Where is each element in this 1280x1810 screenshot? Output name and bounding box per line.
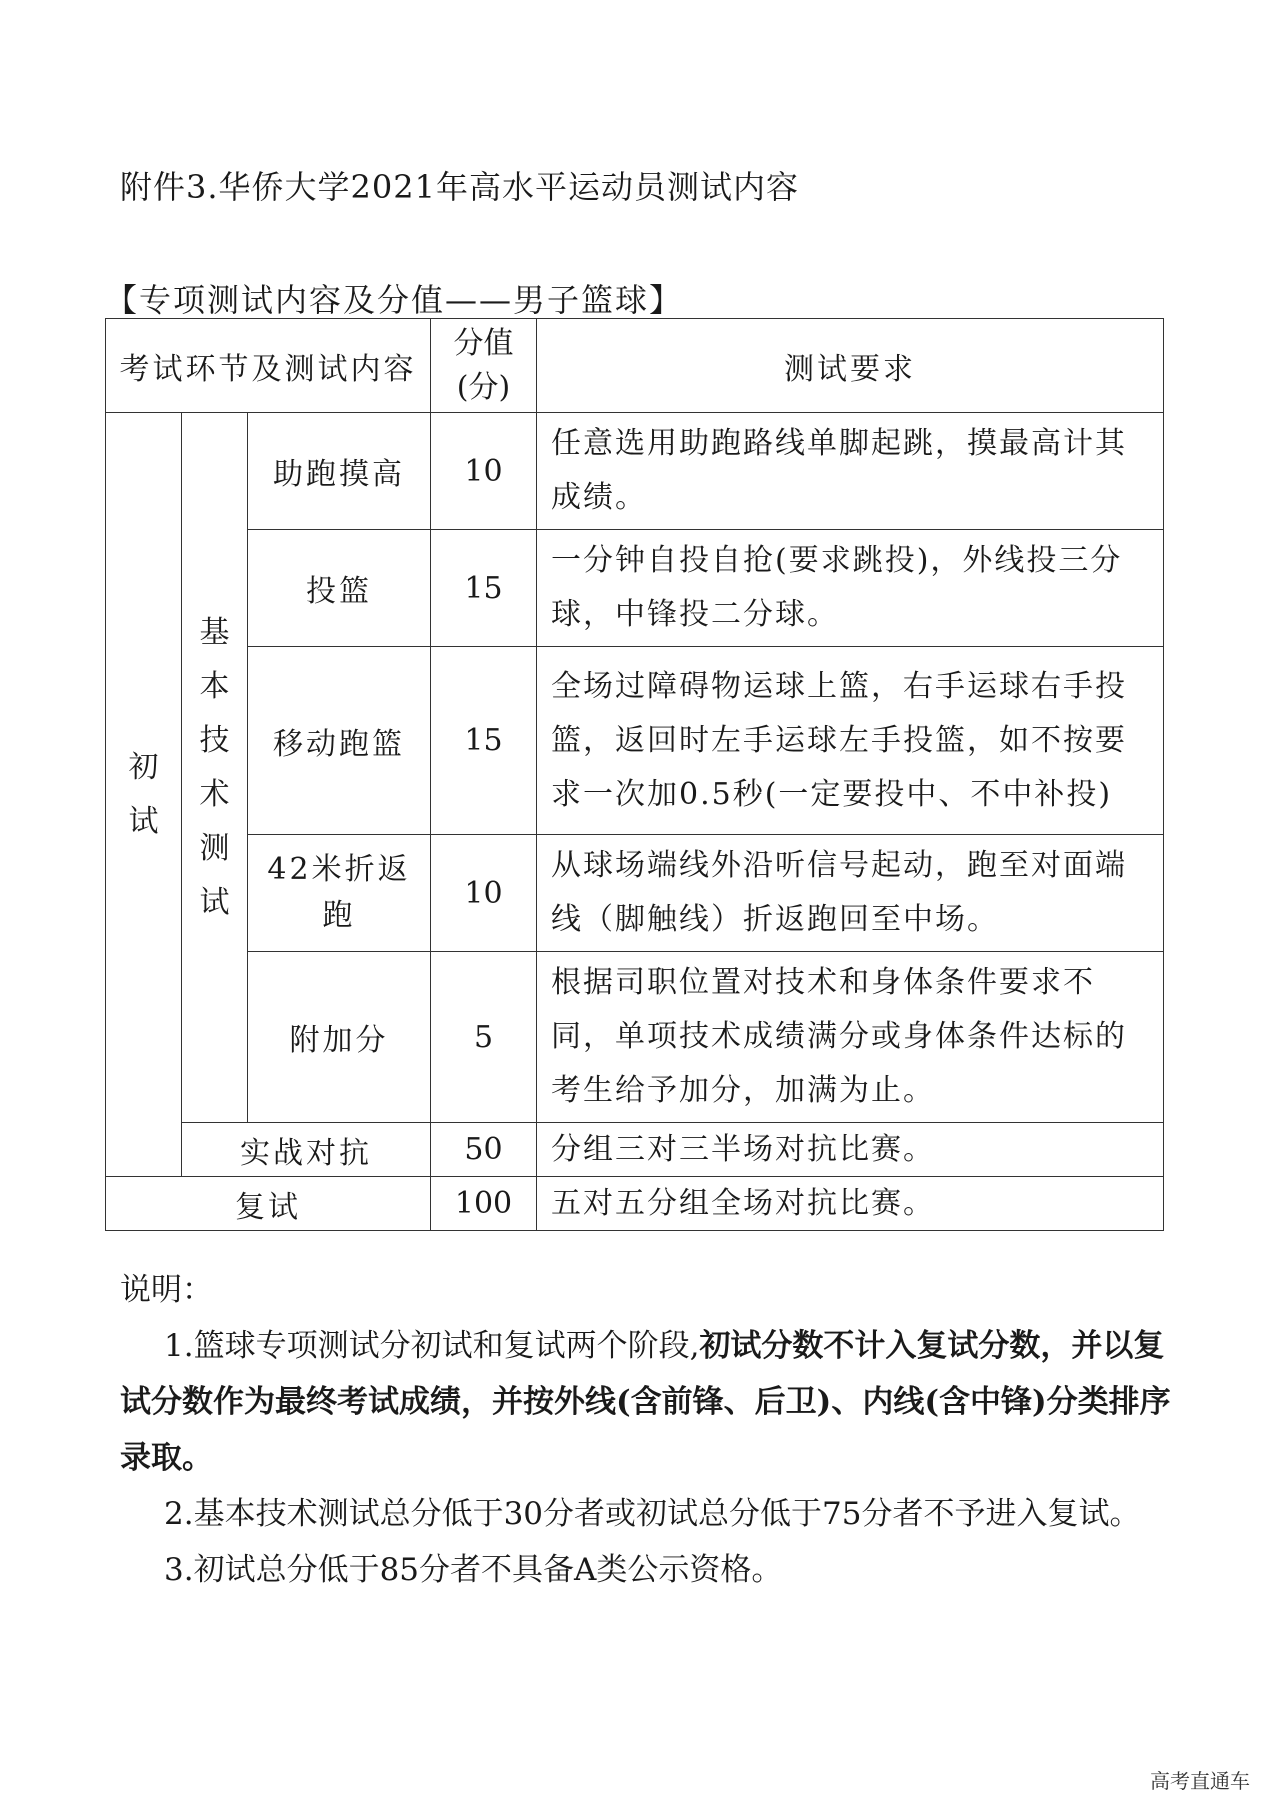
- row-item: 42米折返跑: [248, 835, 431, 952]
- header-requirement: 测试要求: [537, 319, 1164, 413]
- row-requirement: 全场过障碍物运球上篮，右手运球右手投篮，返回时左手运球左手投篮，如不按要求一次加0.5秒(一定要投中、不中补投): [537, 647, 1164, 835]
- note-2: 2.基本技术测试总分低于30分者或初试总分低于75分者不予进入复试。: [164, 1496, 1141, 1532]
- group-basic-cell: [182, 413, 248, 1123]
- stage-preliminary: 初试: [128, 749, 159, 839]
- row-score: 10: [431, 835, 537, 952]
- table-subtitle: 【专项测试内容及分值——男子篮球】: [105, 281, 684, 319]
- row-requirement: 一分钟自投自抢(要求跳投)，外线投三分球，中锋投二分球。: [537, 530, 1164, 647]
- row-requirement: 从球场端线外沿听信号起动，跑至对面端线（脚触线）折返跑回至中场。: [537, 835, 1164, 952]
- note-1-bold: 初试分数不计入复试分数，并以复试分数作为最终考试成绩，并按外线(含前锋、后卫)、内线(含中锋)分类排序录取。: [120, 1328, 1171, 1476]
- group-basic: 基本技术测试: [199, 614, 230, 920]
- table-row: [106, 1123, 1164, 1177]
- table-row: [106, 1177, 1164, 1231]
- row-item: 附加分: [248, 952, 431, 1123]
- combat-requirement: 分组三对三半场对抗比赛。: [537, 1123, 1164, 1177]
- table-row: [106, 413, 1164, 530]
- row-item: 助跑摸高: [248, 413, 431, 530]
- document-title: 附件3.华侨大学2021年高水平运动员测试内容: [120, 168, 799, 206]
- header-content: 考试环节及测试内容: [106, 319, 431, 413]
- table-row: [106, 647, 1164, 835]
- row-requirement: 任意选用助跑路线单脚起跳，摸最高计其成绩。: [537, 413, 1164, 530]
- row-score: 15: [431, 647, 537, 835]
- table-row: [106, 952, 1164, 1123]
- row-score: 10: [431, 413, 537, 530]
- row-item: 投篮: [248, 530, 431, 647]
- retest-requirement: 五对五分组全场对抗比赛。: [537, 1177, 1164, 1231]
- note-3: 3.初试总分低于85分者不具备A类公示资格。: [164, 1552, 783, 1588]
- row-item: 移动跑篮: [248, 647, 431, 835]
- watermark: 高考直通车: [1150, 1769, 1250, 1793]
- retest-score: 100: [431, 1177, 537, 1231]
- header-score: 分值(分): [431, 319, 537, 413]
- note-1: [120, 1318, 1175, 1486]
- row-score: 5: [431, 952, 537, 1123]
- retest-item: 复试: [106, 1177, 431, 1231]
- table-header-row: [106, 319, 1164, 413]
- combat-score: 50: [431, 1123, 537, 1177]
- notes-section: [120, 1262, 1175, 1598]
- stage-preliminary-cell: [106, 413, 182, 1177]
- row-requirement: 根据司职位置对技术和身体条件要求不同，单项技术成绩满分或身体条件达标的考生给予加分，加满为止。: [537, 952, 1164, 1123]
- row-score: 15: [431, 530, 537, 647]
- table-row: [106, 530, 1164, 647]
- note-1-normal: 1.篮球专项测试分初试和复试两个阶段,: [164, 1328, 700, 1364]
- notes-heading: 说明：: [120, 1272, 213, 1308]
- table-row: [106, 835, 1164, 952]
- combat-item: 实战对抗: [182, 1123, 431, 1177]
- test-content-table: [105, 318, 1164, 1231]
